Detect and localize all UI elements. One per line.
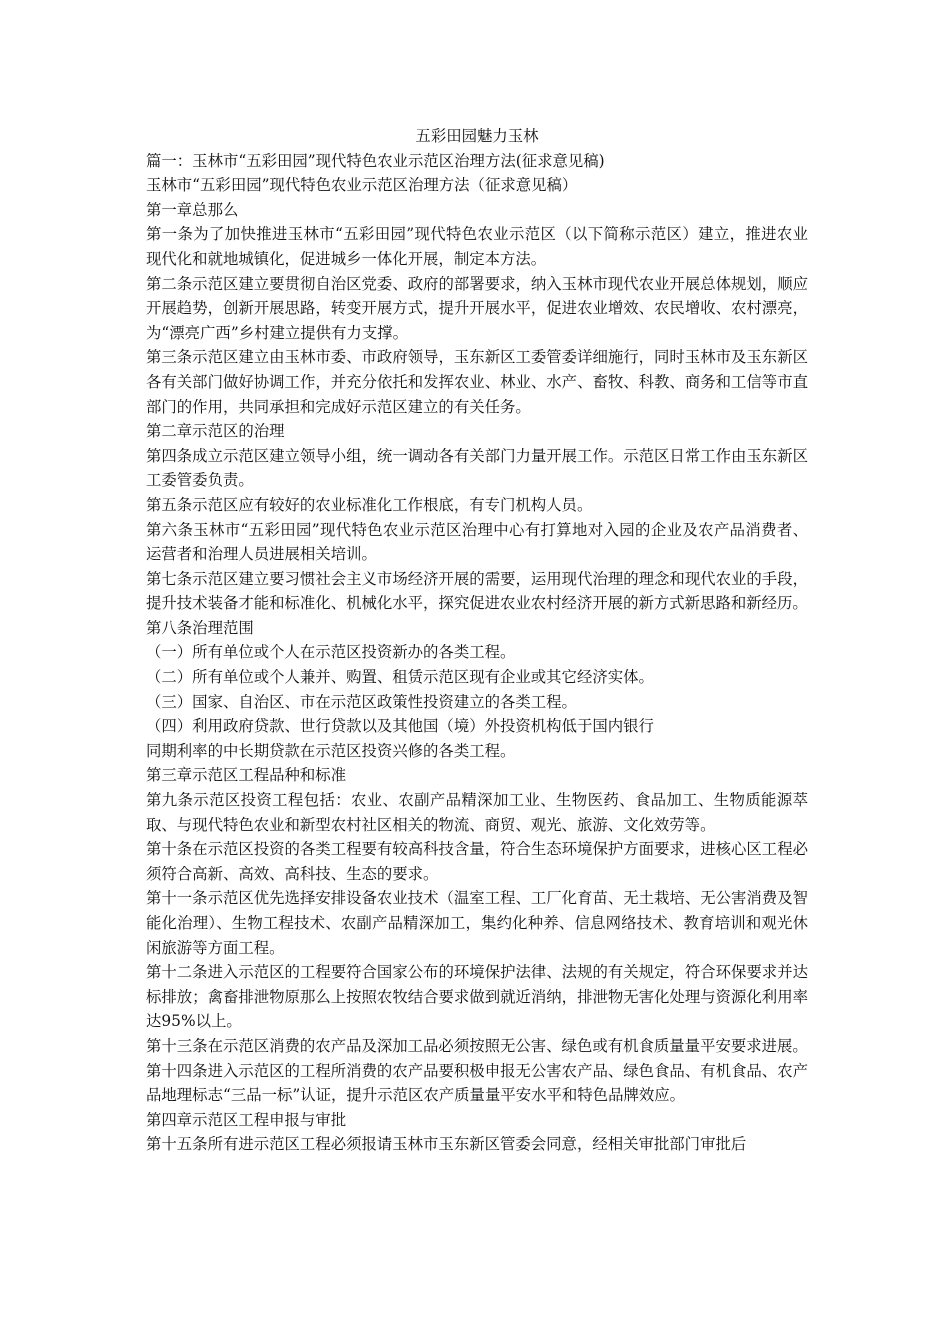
document-paragraph: 篇一：玉林市“五彩田园”现代特色农业示范区治理方法(征求意见稿)	[146, 151, 605, 170]
document-paragraph: 第九条示范区投资工程包括：农业、农副产品精深加工业、生物医药、食品加工、生物质能源萃取、与现代特色农业和新型农村社区相关的物流、商贸、观光、旅游、文化效劳等。	[146, 791, 808, 834]
document-paragraph: （三）国家、自治区、市在示范区政策性投资建立的各类工程。	[146, 692, 577, 711]
document-paragraph: 第四条成立示范区建立领导小组，统一调动各有关部门力量开展工作。示范区日常工作由玉东新区工委管委负责。	[146, 446, 808, 490]
document-paragraph: 第五条示范区应有较好的农业标准化工作根底，有专门机构人员。	[146, 495, 593, 514]
document-paragraph: 第十四条进入示范区的工程所消费的农产品要积极申报无公害农产品、绿色食品、有机食品、农产品地理标志“三品一标”认证，提升示范区农产质量量平安水平和特色品牌效应。	[146, 1061, 808, 1105]
document-paragraph: 第六条玉林市“五彩田园”现代特色农业示范区治理中心有打算地对入园的企业及农产品消费者、运营者和治理人员进展相关培训。	[146, 520, 808, 564]
document-paragraph: 第十条在示范区投资的各类工程要有较高科技含量，符合生态环境保护方面要求，进核心区工程必须符合高新、高效、高科技、生态的要求。	[146, 840, 808, 883]
document-paragraph: 玉林市“五彩田园”现代特色农业示范区治理方法（征求意见稿）	[146, 176, 578, 195]
document-paragraph: 第三条示范区建立由玉林市委、市政府领导，玉东新区工委管委详细施行，同时玉林市及玉东新区各有关部门做好协调工作，并充分依托和发挥农业、林业、水产、畜牧、科教、商务和工信等市直部门的作用，共同承担和完成好示范区建立的有关任务。	[146, 348, 808, 416]
document-paragraph: （二）所有单位或个人兼并、购置、租赁示范区现有企业或其它经济实体。	[146, 668, 654, 687]
document-paragraph: 第二条示范区建立要贯彻自治区党委、政府的部署要求，纳入玉林市现代农业开展总体规划，顺应开展趋势，创新开展思路，转变开展方式，提升开展水平，促进农业增效、农民增收、农村漂亮，为“漂亮广西”乡村建立提供有力支撑。	[146, 274, 808, 342]
document-paragraph: 同期利率的中长期贷款在示范区投资兴修的各类工程。	[146, 741, 516, 760]
document-body	[146, 149, 808, 1157]
document-title: 五彩田园魅力玉林	[415, 127, 539, 145]
document-paragraph: 第三章示范区工程品种和标准	[146, 766, 347, 785]
document-paragraph: 第十一条示范区优先选择安排设备农业技术（温室工程、工厂化育苗、无土栽培、无公害消费及智能化治理）、生物工程技术、农副产品精深加工，集约化种养、信息网络技术、教育培训和观光休闲旅游等方面工程。	[146, 889, 808, 957]
document-paragraph: 第一章总那么	[146, 200, 239, 219]
document-paragraph: （四）利用政府贷款、世行贷款以及其他国（境）外投资机构低于国内银行	[146, 717, 654, 736]
document-paragraph: 第十二条进入示范区的工程要符合国家公布的环境保护法律、法规的有关规定，符合环保要求并达标排放；禽畜排泄物原那么上按照农牧结合要求做到就近消纳，排泄物无害化处理与资源化利用率达95%以上。	[146, 963, 808, 1031]
document-paragraph: 第十三条在示范区消费的农产品及深加工品必须按照无公害、绿色或有机食质量量平安要求进展。	[146, 1036, 808, 1055]
document-paragraph: 第八条治理范围	[146, 618, 254, 637]
document-paragraph: 第七条示范区建立要习惯社会主义市场经济开展的需要，运用现代治理的理念和现代农业的手段，提升技术装备才能和标准化、机械化水平，探究促进农业农村经济开展的新方式新思路和新经历。	[146, 569, 808, 613]
document-paragraph: 第二章示范区的治理	[146, 422, 285, 441]
document-paragraph: 第十五条所有进示范区工程必须报请玉林市玉东新区管委会同意，经相关审批部门审批后	[146, 1135, 747, 1154]
document-paragraph: 第一条为了加快推进玉林市“五彩田园”现代特色农业示范区（以下简称示范区）建立，推进农业现代化和就地城镇化，促进城乡一体化开展，制定本方法。	[146, 225, 808, 268]
document-page	[146, 124, 808, 1157]
document-paragraph: （一）所有单位或个人在示范区投资新办的各类工程。	[146, 643, 516, 662]
document-paragraph: 第四章示范区工程申报与审批	[146, 1110, 347, 1129]
